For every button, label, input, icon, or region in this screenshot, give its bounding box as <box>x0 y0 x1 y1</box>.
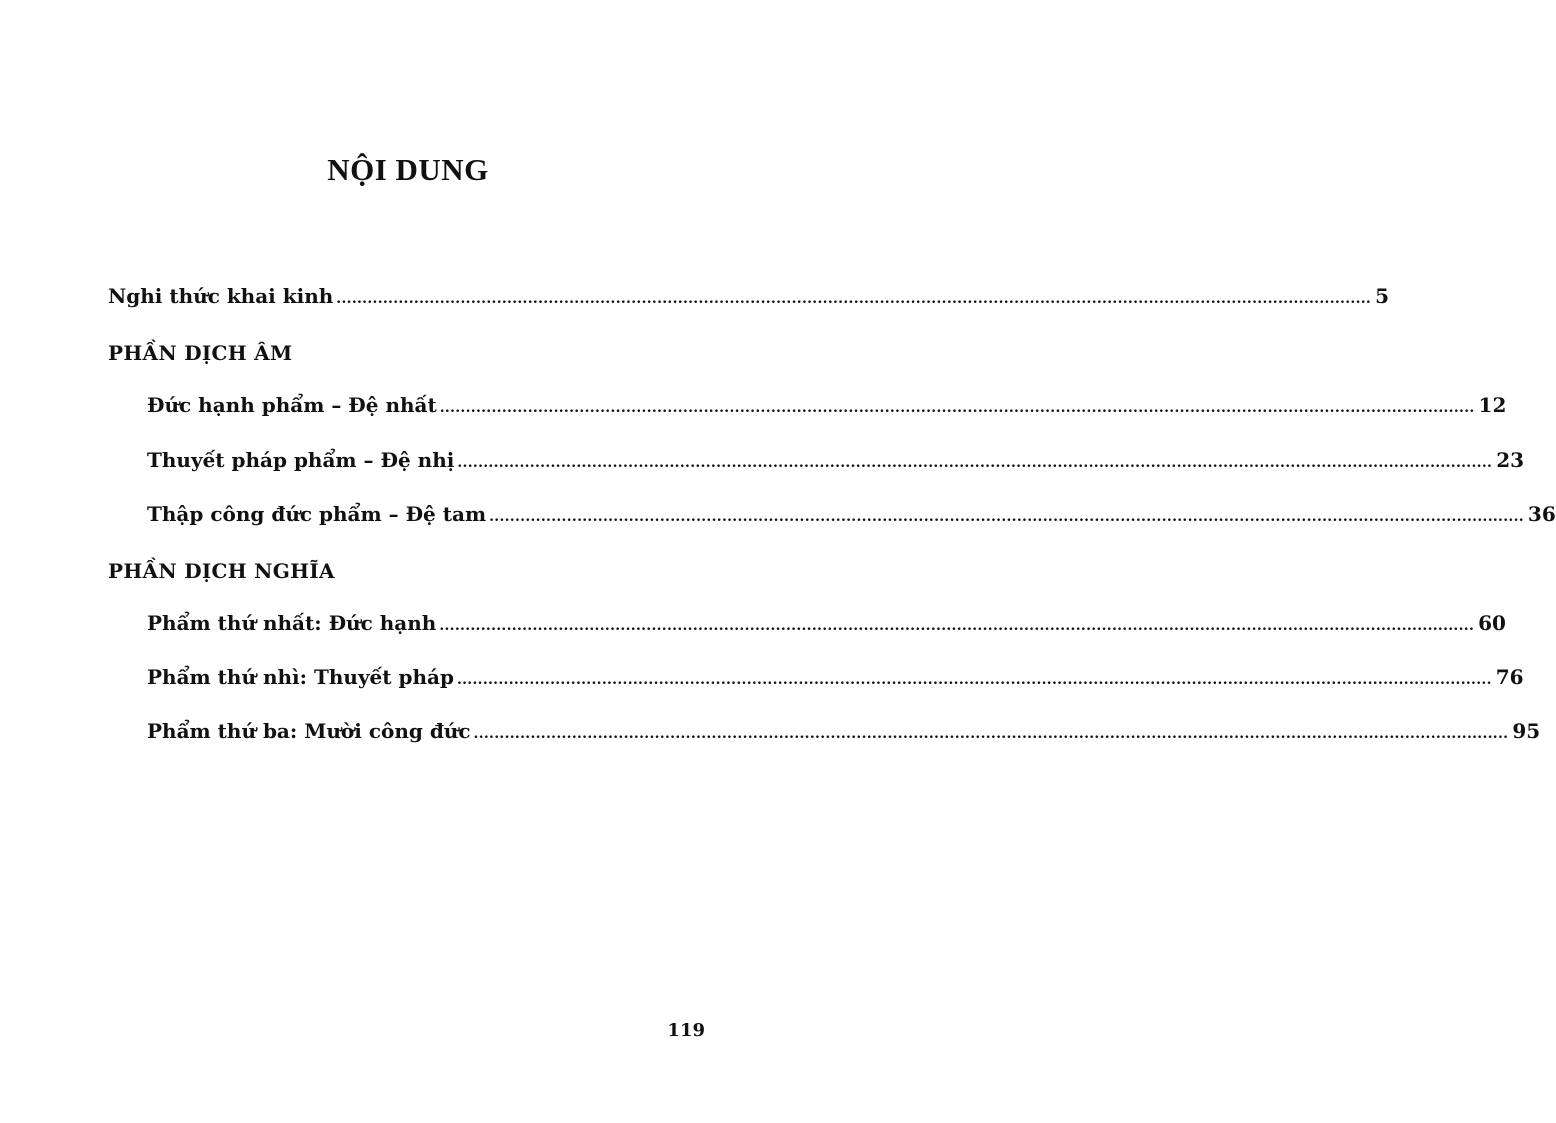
toc-entry-label: Nghi thức khai kinh <box>108 284 334 308</box>
toc-entry-label: Đức hạnh phẩm – Đệ nhất <box>147 393 437 417</box>
toc-entry-thap-cong-duc[interactable] <box>147 502 1556 532</box>
toc-entry-opening[interactable] <box>108 284 1390 314</box>
toc-entry-page: 12 <box>1478 393 1507 417</box>
section-heading-dich-nghia: PHẦN DỊCH NGHĨA <box>108 559 335 583</box>
toc-dot-leader: ........................................................................................................................................................................................................ <box>439 400 1475 416</box>
toc-dot-leader: ........................................................................................................................................................................................................ <box>489 509 1524 525</box>
toc-dot-leader: ........................................................................................................................................................................................................ <box>473 726 1509 742</box>
toc-entry-label: Phẩm thứ nhất: Đức hạnh <box>147 611 437 635</box>
toc-entry-page: 23 <box>1496 448 1525 472</box>
toc-entry-page: 60 <box>1478 611 1506 635</box>
toc-entry-label: Thuyết pháp phẩm – Đệ nhị <box>147 448 455 472</box>
toc-entry-duc-hanh[interactable] <box>147 393 1507 423</box>
toc-dot-leader: ........................................................................................................................................................................................................ <box>336 291 1372 307</box>
page-number: 119 <box>667 1020 705 1041</box>
toc-entry-pham-thu-ba[interactable] <box>147 719 1541 749</box>
toc-entry-page: 36 <box>1527 502 1556 526</box>
toc-dot-leader: ........................................................................................................................................................................................................ <box>457 455 1493 471</box>
toc-entry-pham-thu-nhat[interactable] <box>147 611 1506 641</box>
toc-entry-label: Phẩm thứ nhì: Thuyết pháp <box>147 665 454 689</box>
toc-entry-page: 76 <box>1495 665 1524 689</box>
toc-entry-thuyet-phap[interactable] <box>147 448 1525 478</box>
section-heading-dich-am: PHẦN DỊCH ÂM <box>108 341 293 365</box>
toc-entry-label: Thập công đức phẩm – Đệ tam <box>147 502 487 526</box>
toc-entry-pham-thu-nhi[interactable] <box>147 665 1524 695</box>
toc-entry-page: 95 <box>1512 719 1541 743</box>
toc-entry-label: Phẩm thứ ba: Mười công đức <box>147 719 471 743</box>
toc-dot-leader: ........................................................................................................................................................................................................ <box>456 672 1492 688</box>
toc-entry-page: 5 <box>1375 284 1390 308</box>
page-title: NỘI DUNG <box>327 152 489 187</box>
toc-dot-leader: ........................................................................................................................................................................................................ <box>439 618 1475 634</box>
